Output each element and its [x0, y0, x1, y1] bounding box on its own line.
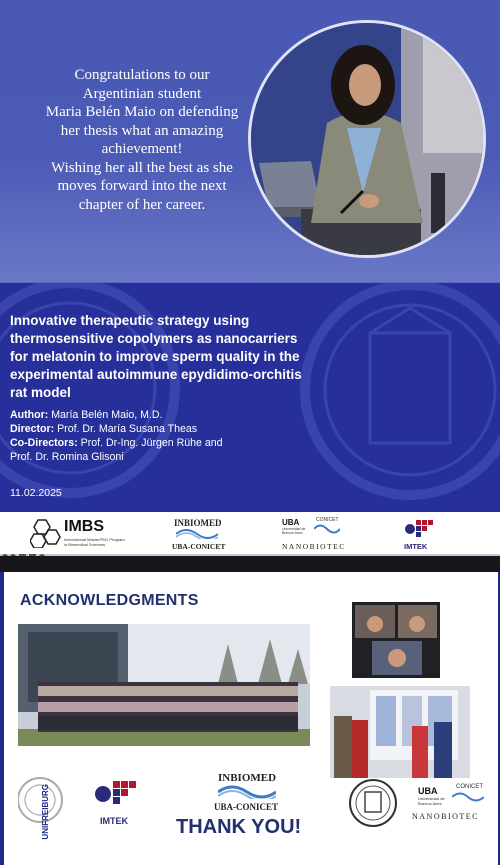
conicet-wave-icon — [452, 792, 484, 802]
congrats-line: Argentinian student — [82, 85, 202, 102]
congratulations-panel — [0, 0, 500, 282]
conicet-logo-text: CONICET — [316, 517, 339, 523]
codirectors-names-2: Prof. Dr. Romina Glisoni — [10, 451, 124, 463]
thesis-title — [10, 312, 410, 402]
freiburg-text-2: FREIBURG — [41, 784, 50, 826]
portrait-illustration — [251, 23, 486, 258]
inbiomed-wave-icon — [218, 785, 276, 799]
inbiomed-logo-text: INBIOMED — [218, 772, 277, 784]
freiburg-text-1: UNI — [41, 825, 50, 840]
inbiomed-wave-icon — [176, 529, 218, 539]
congrats-line: achievement! — [101, 141, 183, 157]
video-call-screenshot — [352, 602, 440, 678]
acknowledgments-title: ACKNOWLEDGMENTS — [20, 592, 199, 609]
codirectors-names-1: Prof. Dr-Ing. Jürgen Rühe and — [80, 437, 223, 449]
imbs-subtitle — [64, 537, 125, 547]
imtek-logo-text: IMTEK — [100, 816, 128, 826]
imtek-logo-icon — [404, 518, 438, 540]
imbs-logo-text: IMBS — [64, 518, 104, 535]
uba-conicet-text: UBA-CONICET — [214, 802, 279, 812]
imbs-subtitle-line: International Master/PhD Program — [64, 537, 125, 542]
congrats-line: Wishing her all the best as she — [51, 159, 233, 176]
congrats-line: moves forward into the next — [57, 178, 227, 194]
uba-logo-text: UBA — [418, 786, 438, 796]
imtek-logo-icon — [94, 778, 146, 810]
acknowledgments-slide — [0, 572, 500, 865]
group-photo — [18, 624, 310, 746]
codirectors-line — [10, 436, 340, 450]
congrats-line: her thesis what an amazing — [60, 122, 224, 139]
uba-subtitle: Universidad de Buenos Aires — [418, 796, 445, 806]
uba-logo-text: UBA — [282, 518, 300, 527]
imbs-subtitle-line: in Biomedical Sciences — [64, 542, 106, 547]
director-name: Prof. Dr. María Susana Theas — [57, 423, 198, 435]
sponsor-logo-bar — [0, 512, 500, 556]
imtek-logo-text: IMTEK — [404, 542, 428, 551]
nanobiotec-logo-text: NANOBIOTEC — [412, 812, 479, 821]
congrats-line: Maria Belén Maio on defending — [45, 104, 239, 120]
congratulations-message — [22, 66, 262, 214]
author-name: María Belén Maio, M.D. — [51, 409, 163, 421]
author-label: Author: — [10, 409, 49, 421]
director-line — [10, 422, 340, 436]
nanobiotec-logo-text: NANOBIOTEC — [282, 542, 346, 551]
author-line — [10, 408, 340, 422]
thesis-title-line: Innovative therapeutic strategy using — [10, 313, 250, 328]
inbiomed-logo-text: INBIOMED — [174, 518, 222, 528]
thesis-title-line: rat model — [10, 385, 71, 400]
director-label: Director: — [10, 423, 55, 435]
codirectors-label: Co-Directors: — [10, 437, 78, 449]
thank-you-text: THANK YOU! — [176, 816, 302, 838]
defense-date: 11.02.2025 — [10, 487, 62, 499]
slide-icons — [0, 548, 60, 556]
uni-freiburg-logo-text — [41, 784, 57, 840]
thesis-title-line: for melatonin to improve sperm quality in the — [10, 349, 300, 364]
conicet-logo-text: CONICET — [456, 784, 483, 790]
section-gap — [0, 556, 500, 572]
conicet-wave-icon — [314, 524, 340, 534]
university-seal-icon — [348, 778, 398, 828]
uba-conicet-text: UBA-CONICET — [172, 542, 226, 551]
congrats-line: Congratulations to our — [74, 67, 210, 83]
imbs-hexagon-icon — [30, 518, 62, 548]
poster-session-photo — [330, 686, 470, 778]
thesis-title-line: thermosensitive copolymers as nanocarriers — [10, 331, 298, 346]
thesis-credits — [10, 408, 340, 464]
congrats-line: chapter of her career. — [78, 196, 206, 213]
thesis-title-line: experimental autoimmune epydidimo-orchitis — [10, 367, 302, 382]
uba-subtitle: Universidad de Buenos Aires — [282, 527, 306, 535]
portrait-photo — [248, 20, 486, 258]
thesis-slide — [0, 282, 500, 512]
